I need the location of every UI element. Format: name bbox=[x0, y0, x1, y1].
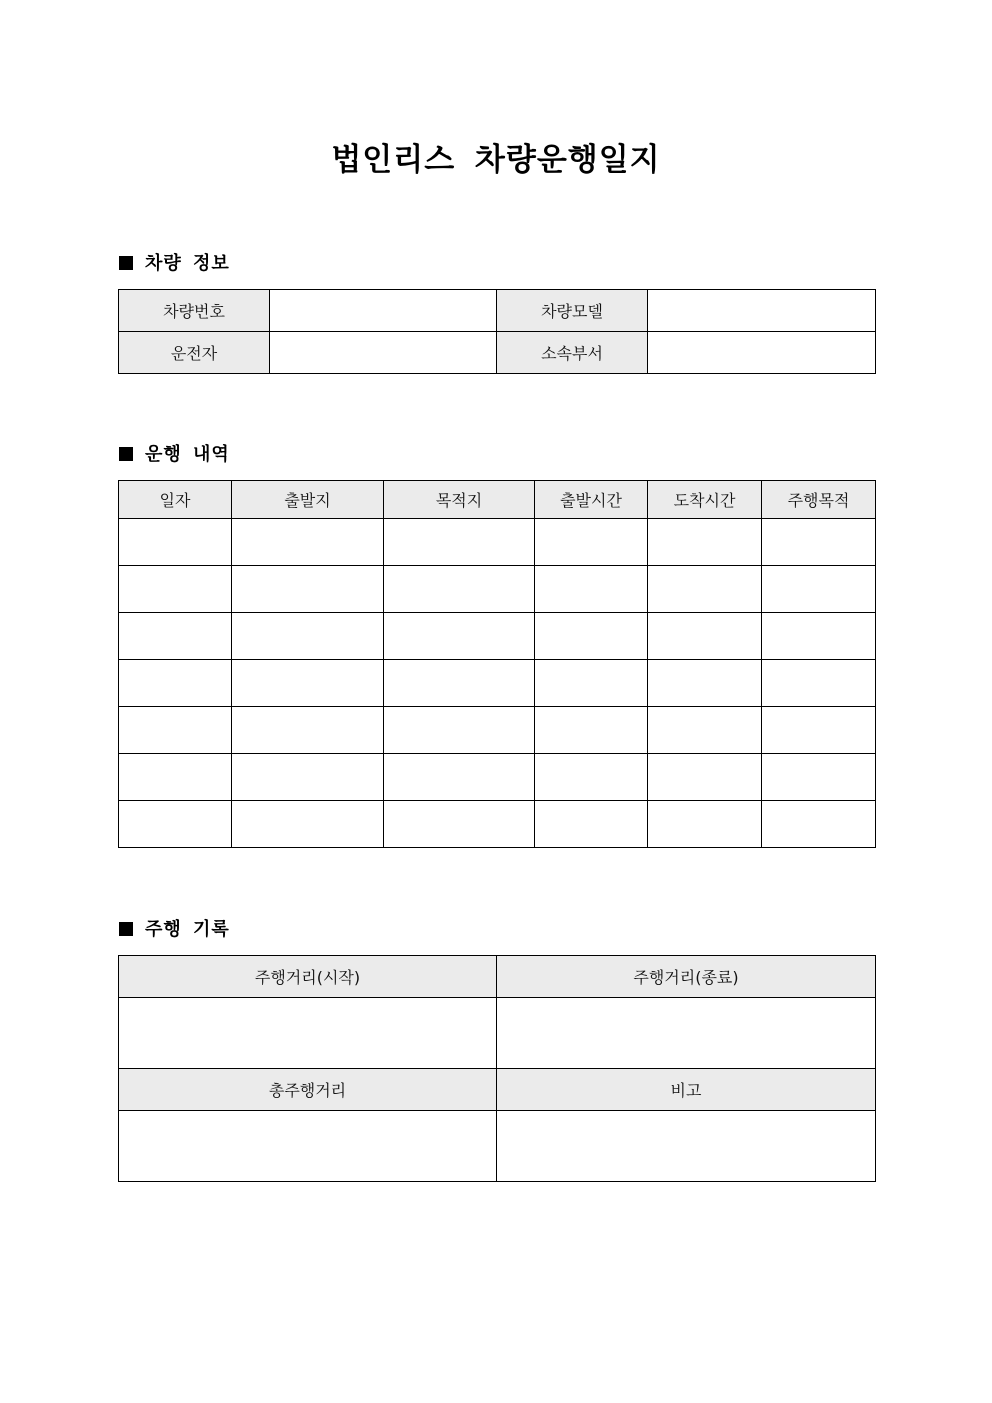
table-row bbox=[119, 754, 876, 801]
note-label: 비고 bbox=[497, 1069, 876, 1111]
departure-time-cell[interactable] bbox=[535, 801, 648, 848]
column-header-date: 일자 bbox=[119, 481, 232, 519]
origin-cell[interactable] bbox=[232, 566, 384, 613]
column-header-origin: 출발지 bbox=[232, 481, 384, 519]
destination-cell[interactable] bbox=[384, 754, 535, 801]
department-label: 소속부서 bbox=[497, 332, 648, 374]
destination-cell[interactable] bbox=[384, 660, 535, 707]
origin-cell[interactable] bbox=[232, 660, 384, 707]
departure-time-cell[interactable] bbox=[535, 707, 648, 754]
arrival-time-cell[interactable] bbox=[648, 707, 762, 754]
destination-cell[interactable] bbox=[384, 801, 535, 848]
date-cell[interactable] bbox=[119, 519, 232, 566]
purpose-cell[interactable] bbox=[762, 566, 876, 613]
date-cell[interactable] bbox=[119, 660, 232, 707]
vehicle-model-label: 차량모델 bbox=[497, 290, 648, 332]
arrival-time-cell[interactable] bbox=[648, 566, 762, 613]
destination-cell[interactable] bbox=[384, 707, 535, 754]
mileage-end-label: 주행거리(종료) bbox=[497, 956, 876, 998]
destination-cell[interactable] bbox=[384, 566, 535, 613]
departure-time-cell[interactable] bbox=[535, 754, 648, 801]
total-mileage-label: 총주행거리 bbox=[119, 1069, 497, 1111]
origin-cell[interactable] bbox=[232, 613, 384, 660]
square-bullet-icon bbox=[119, 256, 133, 270]
date-cell[interactable] bbox=[119, 613, 232, 660]
origin-cell[interactable] bbox=[232, 519, 384, 566]
purpose-cell[interactable] bbox=[762, 660, 876, 707]
purpose-cell[interactable] bbox=[762, 519, 876, 566]
destination-cell[interactable] bbox=[384, 613, 535, 660]
section-label: 주행 기록 bbox=[145, 919, 230, 940]
column-header-destination: 목적지 bbox=[384, 481, 535, 519]
mileage-log-table bbox=[118, 955, 876, 1182]
date-cell[interactable] bbox=[119, 801, 232, 848]
section-label: 차량 정보 bbox=[145, 253, 230, 274]
destination-cell[interactable] bbox=[384, 519, 535, 566]
table-row bbox=[119, 519, 876, 566]
driver-field[interactable] bbox=[270, 332, 497, 374]
driver-label: 운전자 bbox=[119, 332, 270, 374]
square-bullet-icon bbox=[119, 447, 133, 461]
column-header-departure-time: 출발시간 bbox=[535, 481, 648, 519]
trip-log-table bbox=[118, 480, 876, 848]
vehicle-number-label: 차량번호 bbox=[119, 290, 270, 332]
arrival-time-cell[interactable] bbox=[648, 801, 762, 848]
note-field[interactable] bbox=[497, 1111, 876, 1182]
origin-cell[interactable] bbox=[232, 754, 384, 801]
date-cell[interactable] bbox=[119, 707, 232, 754]
section-title-mileage-log bbox=[119, 917, 230, 943]
column-header-purpose: 주행목적 bbox=[762, 481, 876, 519]
table-row bbox=[119, 613, 876, 660]
arrival-time-cell[interactable] bbox=[648, 754, 762, 801]
vehicle-number-field[interactable] bbox=[270, 290, 497, 332]
purpose-cell[interactable] bbox=[762, 801, 876, 848]
departure-time-cell[interactable] bbox=[535, 660, 648, 707]
section-label: 운행 내역 bbox=[145, 444, 230, 465]
table-row bbox=[119, 801, 876, 848]
date-cell[interactable] bbox=[119, 754, 232, 801]
table-row bbox=[119, 566, 876, 613]
column-header-arrival-time: 도착시간 bbox=[648, 481, 762, 519]
mileage-end-field[interactable] bbox=[497, 998, 876, 1069]
purpose-cell[interactable] bbox=[762, 707, 876, 754]
table-row bbox=[119, 660, 876, 707]
purpose-cell[interactable] bbox=[762, 754, 876, 801]
page-title: 법인리스 차량운행일지 bbox=[331, 142, 661, 178]
origin-cell[interactable] bbox=[232, 801, 384, 848]
departure-time-cell[interactable] bbox=[535, 613, 648, 660]
section-title-vehicle-info bbox=[119, 251, 230, 277]
arrival-time-cell[interactable] bbox=[648, 519, 762, 566]
square-bullet-icon bbox=[119, 922, 133, 936]
purpose-cell[interactable] bbox=[762, 613, 876, 660]
department-field[interactable] bbox=[648, 332, 876, 374]
total-mileage-field[interactable] bbox=[119, 1111, 497, 1182]
departure-time-cell[interactable] bbox=[535, 519, 648, 566]
mileage-start-label: 주행거리(시작) bbox=[119, 956, 497, 998]
arrival-time-cell[interactable] bbox=[648, 660, 762, 707]
origin-cell[interactable] bbox=[232, 707, 384, 754]
vehicle-model-field[interactable] bbox=[648, 290, 876, 332]
mileage-start-field[interactable] bbox=[119, 998, 497, 1069]
section-title-trip-log bbox=[119, 442, 230, 468]
arrival-time-cell[interactable] bbox=[648, 613, 762, 660]
vehicle-info-table bbox=[118, 289, 876, 374]
table-row bbox=[119, 707, 876, 754]
departure-time-cell[interactable] bbox=[535, 566, 648, 613]
date-cell[interactable] bbox=[119, 566, 232, 613]
